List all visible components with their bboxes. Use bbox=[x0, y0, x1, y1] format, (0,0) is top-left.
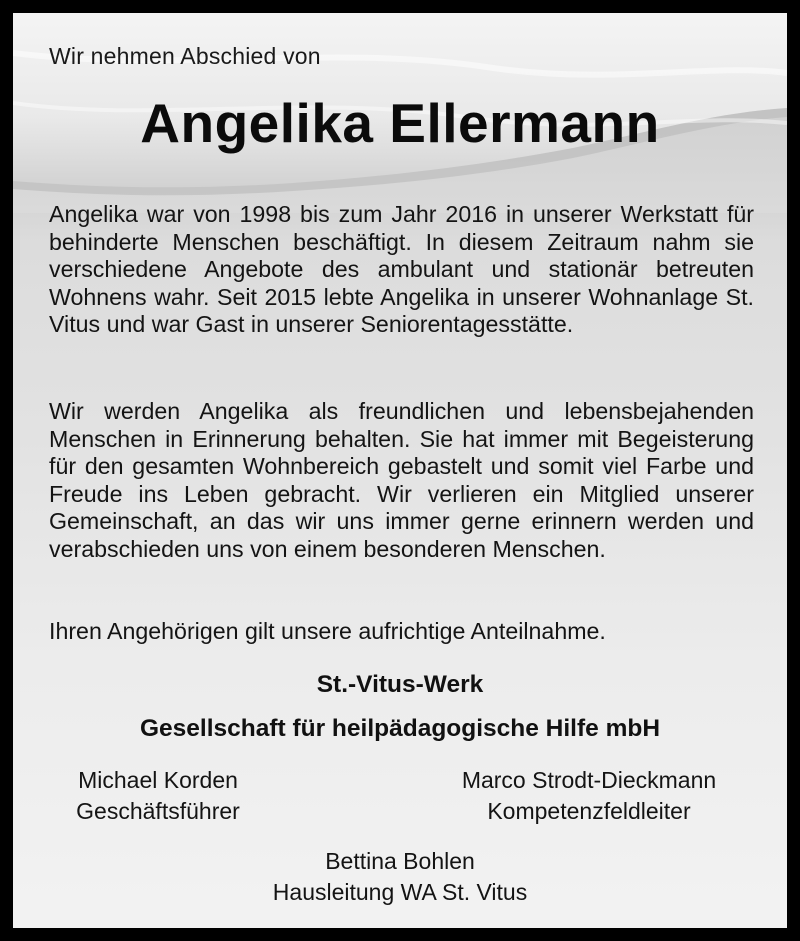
signatory-korden bbox=[43, 765, 273, 827]
paragraph-condolence: Ihren Angehörigen gilt unsere aufrichtige Anteilnahme. bbox=[49, 618, 606, 644]
organization-subtitle: Gesellschaft für heilpädagogische Hilfe mbH bbox=[139, 715, 661, 742]
signatory-role: Geschäftsführer bbox=[76, 798, 240, 824]
signatory-name: Michael Korden bbox=[78, 767, 238, 793]
paragraph-remembrance: Wir werden Angelika als freundlichen und lebensbejahenden Menschen in Erinnerung behalten. Sie hat immer mit Begeisterung für den gesamten Wohnbereich gebastelt und somit viel Farbe und Freude ins Leben gebracht. Wir verlieren ein Mitglied unserer Gemeinschaft, an das wir uns immer gerne erinnern werden und verabschieden uns von einem besonderen Menschen. bbox=[49, 398, 754, 562]
intro-line: Wir nehmen Abschied von bbox=[49, 43, 321, 69]
deceased-name: Angelika Ellermann bbox=[140, 92, 660, 154]
paragraph-biography: Angelika war von 1998 bis zum Jahr 2016 in unserer Werkstatt für behinderte Menschen beschäftigt. In diesem Zeitraum nahm sie verschiedene Angebote des ambulant und stationär betreuten Wohnens wahr. Seit 2015 lebte Angelika in unserer Wohnanlage St. Vitus und war Gast in unserer Seniorentagesstätte. bbox=[49, 201, 754, 337]
organization-name: St.-Vitus-Werk bbox=[316, 671, 484, 698]
obituary-notice bbox=[13, 13, 787, 928]
signatory-role: Kompetenzfeldleiter bbox=[487, 798, 691, 824]
signatory-name: Bettina Bohlen bbox=[325, 848, 475, 874]
signatory-strodt-dieckmann bbox=[423, 765, 755, 827]
signatory-bohlen bbox=[213, 846, 587, 908]
signatory-name: Marco Strodt-Dieckmann bbox=[461, 767, 717, 793]
signatory-role: Hausleitung WA St. Vitus bbox=[272, 879, 528, 905]
